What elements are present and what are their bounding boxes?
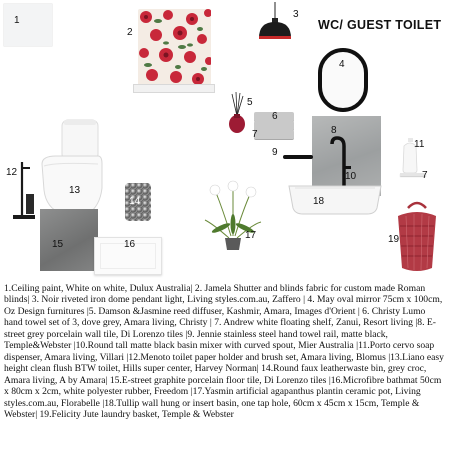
- item-number-5: 5: [247, 97, 253, 108]
- toilet-image: [36, 118, 106, 218]
- item-number-11: 11: [414, 139, 425, 150]
- floral-blind-image: [138, 9, 211, 86]
- item-number-19: 19: [388, 234, 400, 245]
- item-number-10: 10: [345, 171, 357, 182]
- item-number-4: 4: [339, 59, 345, 70]
- item-number-9: 9: [272, 147, 278, 158]
- floor-tile-swatch: [40, 209, 98, 271]
- item-number-3: 3: [293, 9, 299, 20]
- item-description-list: 1.Ceiling paint, White on white, Dulux Australia| 2. Jamela Shutter and blinds fabric for custom made Roman blinds| 3. Noir riveted iron dome pendant light, Living styles.com.au, Zaffero | 4. May oval mirror 75cm x 100cm, Oz Design furnitures |5. Damson &Jasmine reed diffuser, Kashmir, Amara, Images d'Orient | 6. Christy Lumo hand towel set of 3, dove grey, Amara living, Christy | 7. Andrew white floating shelf, Zanui, Resort living |8. E-street grey porcelain wall tile, Di Lorenzo tiles |9. Jennie stainless steel hand towel rail, matte black, Temple&Webster |10.Round tall matte black basin mixer with curved spout, Mier Australia |11.Porto cervo soap dispenser, Amara living, Villari |12.Menoto toilet paper holder and brush set, Amara living, Blomus |13.Liano easy height clean flush BTW toilet, Hills super center, Harvey Norman| 14.Round faux leatherwaste bin, grey croc, Amara living, A by Amara| 15.E-street graphite porcelain floor tile, Di Lorenzo tiles |16.Microfibre bathmat 50cm x 80cm x 2cm, white polyester rubber, Freedom |17.Yasmin artificial agapanthus plantin ceramic pot, Living styles.com.au, Florabelle |18.Tullip wall hung or insert basin, one tap hole, 60cm x 45cm x 15cm, Temple & Webster| 19.Felicity Jute laundry basket, Temple & Webster: [4, 283, 444, 420]
- paint-swatch: [4, 4, 52, 46]
- towel-rail-image: [283, 155, 313, 159]
- reed-diffuser-image: [226, 92, 248, 134]
- item-number-7a: 7: [252, 129, 258, 140]
- item-number-12: 12: [6, 167, 18, 178]
- agapanthus-plant-image: [203, 180, 263, 252]
- basin-image: [287, 184, 383, 216]
- item-number-13: 13: [69, 185, 81, 196]
- oval-mirror-image: [318, 48, 368, 112]
- blind-bottom-rail: [133, 84, 215, 93]
- pendant-light-image: [255, 2, 295, 44]
- item-number-8: 8: [331, 125, 337, 136]
- item-number-1: 1: [14, 15, 20, 26]
- item-number-18: 18: [313, 196, 325, 207]
- laundry-basket-image: [394, 198, 440, 274]
- item-number-16: 16: [124, 239, 136, 250]
- board-title: WC/ GUEST TOILET: [318, 18, 442, 32]
- item-number-15: 15: [52, 239, 64, 250]
- item-number-2: 2: [127, 27, 133, 38]
- item-number-14: 14: [129, 196, 141, 207]
- item-number-7b: 7: [422, 170, 428, 181]
- item-number-17: 17: [245, 230, 257, 241]
- item-number-6: 6: [272, 111, 278, 122]
